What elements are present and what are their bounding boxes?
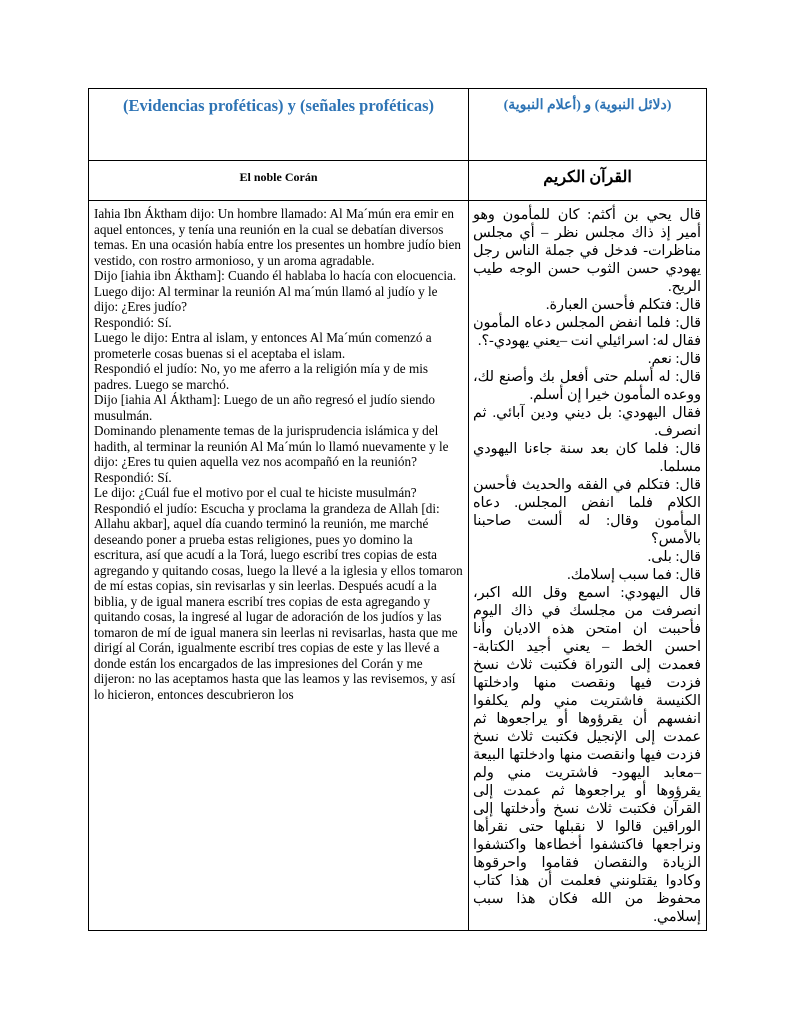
arabic-paragraph: قال: فما سبب إسلامك. bbox=[567, 567, 701, 583]
spanish-paragraph: Respondió el judío: No, yo me aferro a la religión mía y de mis padres. Luego se marchó. bbox=[94, 361, 429, 392]
title-cell-ar bbox=[469, 89, 707, 161]
bilingual-table bbox=[88, 88, 707, 931]
spanish-paragraph: Luego dijo: Al terminar la reunión Al ma´mún llamó al judío y le dijo: ¿Eres judío? bbox=[94, 283, 438, 314]
spanish-paragraph: Respondió el judío: Escucha y proclama la grandeza de Allah [di: Allahu akbar], aquel día cuando terminó la reunión, me marché deseando poner a prueba estas religiones, pues yo domino la escritura, así que acudí a la Torá, luego escribí tres copias de esta agregando y quitando cosas, luego la llevé a la iglesia y ellos tomaron de mí estas copias, sin revisarlas y sin leerlas. Después acudí a la biblia, y de igual manera escribí tres copias de esta agregando y quitando cosas, la ingresé al lugar de adoración de los judíos y las tomaron de mí de igual manera sin leerlas ni revisarlas, hasta que me dirigí al Corán, igualmente escribí tres copias de este y las llevé a donde están los encargados de las impresiones del Corán y me dijeron: no las aceptamos hasta que las leamos y las revisemos, y así lo hicieron, entonces descubrieron los bbox=[94, 500, 463, 702]
subtitle-cell-es bbox=[89, 161, 469, 201]
body-cell-ar bbox=[469, 201, 707, 931]
arabic-paragraph: قال: بلى. bbox=[647, 549, 701, 565]
subtitle-row bbox=[89, 161, 707, 201]
arabic-paragraph: قال: فلما كان بعد سنة جاءنا اليهودي مسلما. bbox=[473, 441, 701, 475]
title-arabic: (دلائل النبوية) و (أعلام النبوية) bbox=[503, 98, 672, 113]
arabic-paragraph: قال اليهودي: اسمع وقل الله اكبر، انصرفت من مجلسك في ذاك اليوم فأحببت ان امتحن هذه الاديان وأنا احسن الخط – يعني أجيد الكتابة- فعمدت إلى التوراة فكتبت ثلاث نسخ فزدت فيها ونقصت منها وادخلتها الكنيسة فاشتريت مني ولم يكلفوا انفسهم أن يقرؤوها أو يراجعوها ثم عمدت إلى الإنجيل فكتبت ثلاث نسخ فزدت فيها وانقصت منها وادخلتها البيعة –معابد اليهود- فاشتريت مني ولم يقرؤوها أو يراجعوها ثم عمدت إلى القرآن فكتبت ثلاث نسخ وأدخلتها إلى الوراقين قالوا لا نقبلها حتى نقرأها ونراجعها فاكتشفوا أخطاءها واكتشفوا الزيادة والنقصان فقاموا واحرقوها وكادوا يقتلونني فعلمت أن هذا كتاب محفوظ من الله فكان هذا سبب إسلامي. bbox=[473, 585, 701, 925]
arabic-paragraph: قال: له أسلم حتى أفعل بك وأصنع لك، ووعده المأمون خيرا إن أسلم. bbox=[473, 369, 701, 403]
spanish-paragraph: Dijo [iahia Al Áktham]: Luego de un año regresó el judío siendo musulmán. bbox=[94, 392, 435, 423]
arabic-paragraph: قال يحي بن أكثم: كان للمأمون وهو أمير إذ ذاك مجلس نظر – أي مجلس مناظرات- فدخل في جملة الناس رجل يهودي حسن الثوب حسن الوجه طيب الريح. bbox=[473, 207, 701, 295]
subtitle-cell-ar bbox=[469, 161, 707, 201]
spanish-paragraph: Respondió: Sí. bbox=[94, 469, 172, 485]
title-cell-es bbox=[89, 89, 469, 161]
spanish-paragraph: Dominando plenamente temas de la jurisprudencia islámica y del hadith, al terminar la reunión Al Ma´mún lo llamó nuevamente y le dijo: ¿Eres tu quien aquella vez nos acompañó en la reunión? bbox=[94, 423, 449, 469]
spanish-paragraph: Luego le dijo: Entra al islam, y entonces Al Ma´mún comenzó a prometerle cosas buenas si el aceptaba el islam. bbox=[94, 330, 432, 361]
body-cell-es bbox=[89, 201, 469, 931]
body-row bbox=[89, 201, 707, 931]
title-row bbox=[89, 89, 707, 161]
arabic-paragraph: قال: نعم. bbox=[647, 351, 701, 367]
spanish-paragraph: Dijo [iahia ibn Áktham]: Cuando él hablaba lo hacía con elocuencia. bbox=[94, 268, 457, 283]
arabic-paragraph: قال: فتكلم فأحسن العبارة. bbox=[545, 297, 701, 313]
spanish-paragraph: Le dijo: ¿Cuál fue el motivo por el cual te hiciste musulmán? bbox=[94, 485, 417, 500]
spanish-text-block bbox=[89, 201, 468, 706]
spanish-paragraph: Iahia Ibn Áktham dijo: Un hombre llamado: Al Ma´mún era emir en aquel entonces, y tenía una reunión en la cual se debatían diversos temas. En una ocasión había entre los presentes un hombre judío bien vestido, con rostro armonioso, y un aroma agradable. bbox=[94, 206, 461, 268]
arabic-text-block bbox=[469, 201, 706, 930]
subtitle-spanish: El noble Corán bbox=[239, 170, 318, 184]
title-spanish: (Evidencias proféticas) y (señales proféticas) bbox=[122, 96, 434, 115]
arabic-paragraph: قال: فتكلم في الفقه والحديث فأحسن الكلام فلما انفض المجلس. دعاه المأمون وقال: له ألست صاحبنا بالأمس؟ bbox=[473, 477, 701, 547]
subtitle-arabic: القرآن الكريم bbox=[543, 169, 632, 186]
arabic-paragraph: فقال اليهودي: بل ديني ودين آبائي. ثم انصرف. bbox=[473, 405, 701, 439]
arabic-paragraph: قال: فلما انفض المجلس دعاه المأمون فقال له: اسرائيلي انت –يعني يهودي-؟. bbox=[473, 315, 701, 349]
spanish-paragraph: Respondió: Sí. bbox=[94, 314, 172, 330]
